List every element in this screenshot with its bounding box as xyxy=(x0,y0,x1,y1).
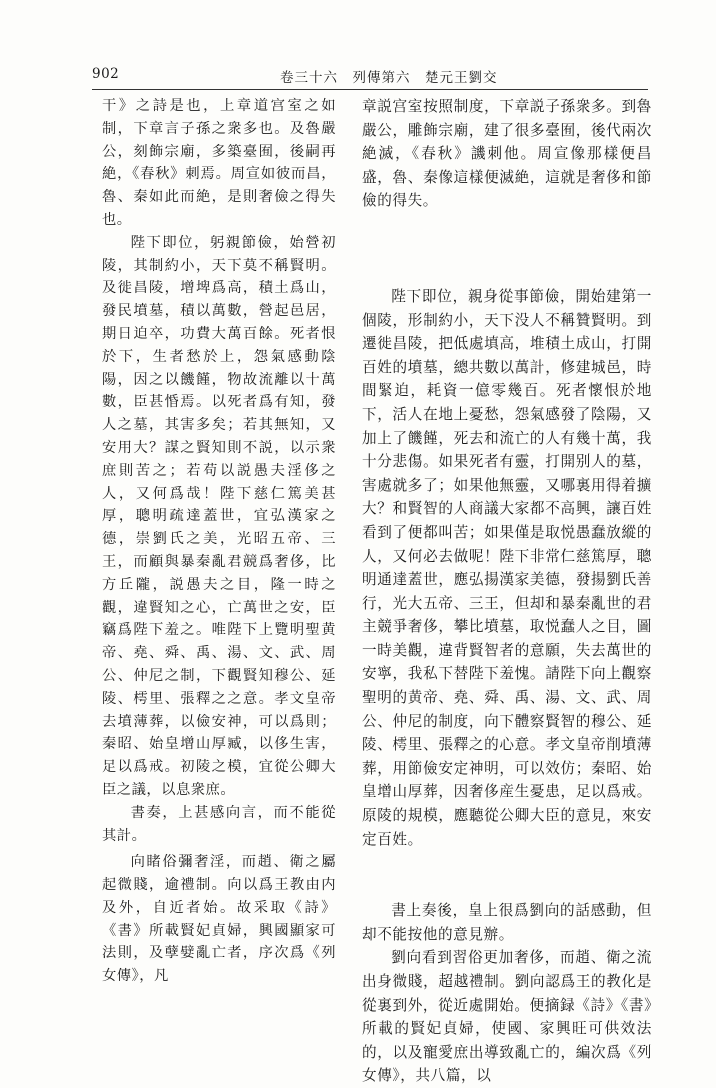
running-head: 卷三十六 列傳第六 楚元王劉交 xyxy=(280,70,498,86)
page-number: 902 xyxy=(92,66,120,82)
header-rule xyxy=(92,89,648,90)
translation-paragraph-4: 劉向看到習俗更加奢侈，而趙、衛之流出身微賤，超越禮制。劉向認爲王的教化是從裏到外，從近處開始。便摘録《詩》《書》所載的賢妃貞婦，使國、家興旺可供效法的，以及寵愛庶出導致亂亡的，編次爲《列女傳》，共八篇，以 xyxy=(362,949,652,1085)
original-text-column xyxy=(102,95,336,988)
paragraph-gap xyxy=(362,851,652,899)
translation-paragraph-3: 書上奏後，皇上很爲劉向的話感動，但却不能按他的意見辦。 xyxy=(362,902,652,943)
original-paragraph-3: 書奏，上甚感向言，而不能從其計。 xyxy=(102,804,336,844)
page-header xyxy=(92,66,648,88)
translation-column xyxy=(362,95,652,1088)
translation-paragraph-1: 章説宫室按照制度，下章説子孫衆多。到魯嚴公，雕飾宗廟，建了很多臺囿，後代兩次絶滅，《春秋》譏刺他。周宣像那樣便昌盛，魯、秦像這樣便滅絶，這就是奢侈和節儉的得失。 xyxy=(362,98,652,210)
original-paragraph-4: 向睹俗彌奢淫，而趙、衛之屬起微賤，逾禮制。向以爲王教由内及外，自近者始。故采取《詩》《書》所載賢妃貞婦，興國顯家可法則，及孽嬖亂亡者，序次爲《列女傳》，凡 xyxy=(102,854,336,985)
translation-paragraph-2: 陛下即位，親身從事節儉，開始建第一個陵，形制約小，天下没人不稱贊賢明。到遷徙昌陵，把低處填高，堆積土成山，打開百姓的墳墓，總共數以萬計，修建城邑，時間緊迫，耗資一億零幾百。死者懷恨於地下，活人在地上憂愁，怨氣感發了陰陽，又加上了饑饉，死去和流亡的人有幾十萬，我十分悲傷。如果死者有靈，打開别人的墓，害處就多了；如果他無靈，又哪裏用得着擴大？和賢智的人商議大家都不高興，讓百姓看到了便都叫苦；如果僅是取悦愚蠢放縱的人，又何必去做呢！陛下非常仁慈篤厚，聰明通達蓋世，應弘揚漢家美德，發揚劉氏善行，光大五帝、三王，但却和暴秦亂世的君主競爭奢侈，攀比墳墓，取悦蠢人之目，圖一時美觀，違背賢智者的意願，失去萬世的安寧，我私下替陛下羞愧。請陛下向上觀察聖明的黄帝、堯、舜、禹、湯、文、武、周公、仲尼的制度，向下體察賢智的穆公、延陵、樗里、張釋之的心意。孝文皇帝削墳薄葬，用節儉安定神明，可以效仿；秦昭、始皇增山厚葬，因奢侈産生憂患，足以爲戒。原陵的規模，應聽從公卿大臣的意見，來安定百姓。 xyxy=(362,287,652,848)
original-paragraph-1: 干》之詩是也，上章道宫室之如制，下章言子孫之衆多也。及魯嚴公，刻飾宗廟，多築臺囿，後嗣再絶，《春秋》刺焉。周宣如彼而昌，魯、秦如此而絶，是則奢儉之得失也。 xyxy=(102,98,336,228)
paragraph-gap xyxy=(362,213,652,285)
original-paragraph-2: 陛下即位，躬親節儉，始營初陵，其制約小，天下莫不稱賢明。及徙昌陵，增埤爲高，積土爲山，發民墳墓，積以萬數，營起邑居，期日迫卒，功費大萬百餘。死者恨於下，生者愁於上，怨氣感動陰陽，因之以饑饉，物故流離以十萬數，臣甚惛焉。以死者爲有知，發人之墓，其害多矣；若其無知，又安用大？謀之賢知則不説，以示衆庶則苦之；若苟以説愚夫淫侈之人，又何爲哉！陛下慈仁篤美甚厚，聰明疏達蓋世，宜弘漢家之德，崇劉氏之美，光昭五帝、三王，而顧與暴秦亂君競爲奢侈，比方丘隴，説愚夫之目，隆一時之觀，違賢知之心，亡萬世之安，臣竊爲陛下羞之。唯陛下上覽明聖黄帝、堯、舜、禹、湯、文、武、周公、仲尼之制，下觀賢知穆公、延陵、樗里、張釋之之意。孝文皇帝去墳薄葬，以儉安神，可以爲則；秦昭、始皇增山厚臧，以侈生害，足以爲戒。初陵之模，宜從公卿大臣之議，以息衆庶。 xyxy=(102,234,336,798)
